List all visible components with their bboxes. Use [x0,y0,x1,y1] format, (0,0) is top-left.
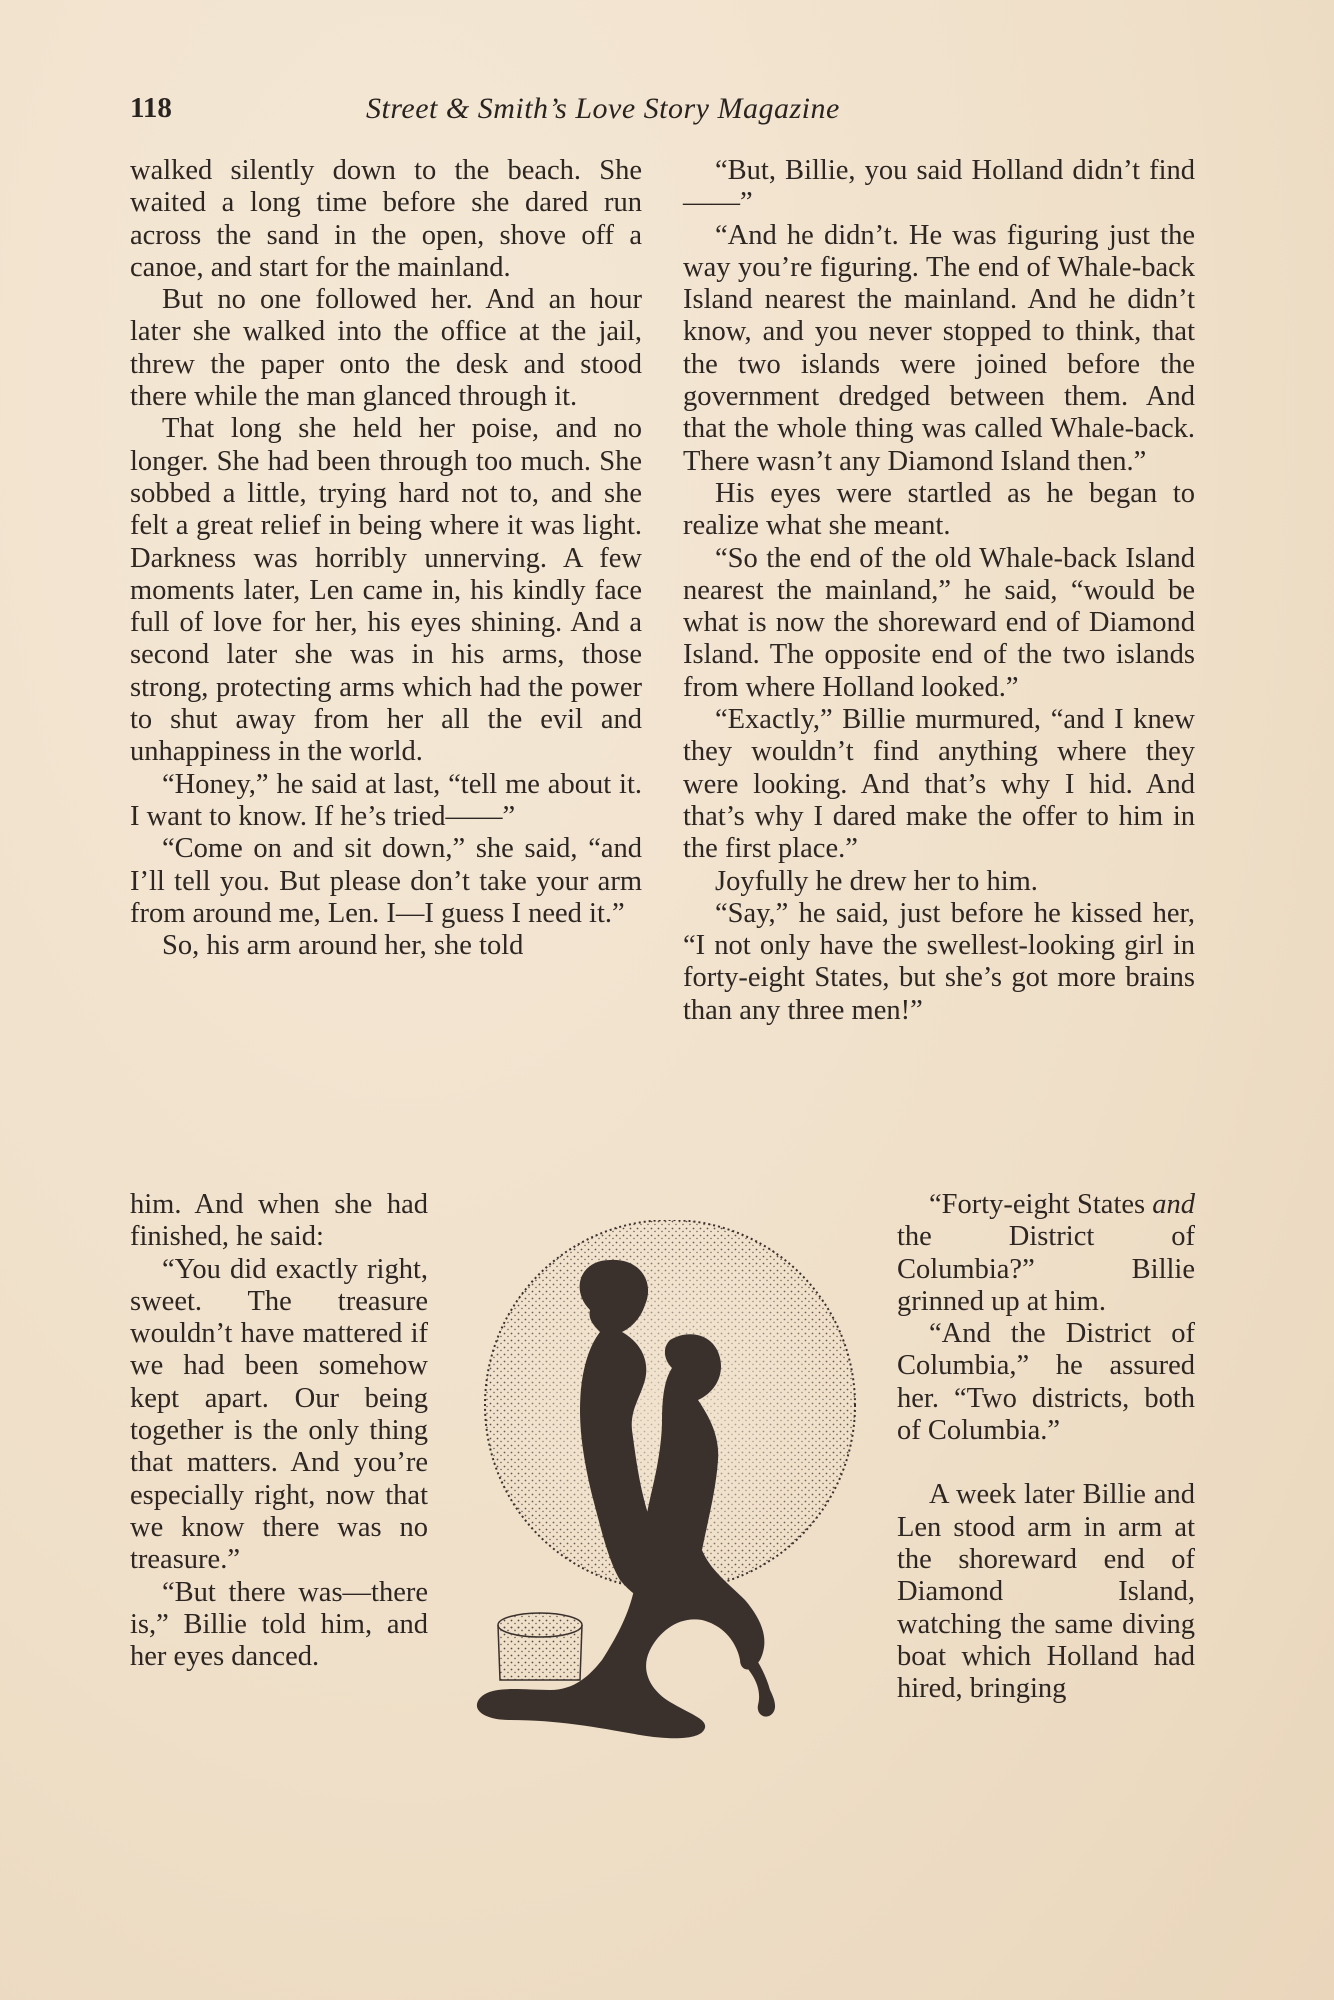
left-paragraph-1: walked silently down to the beach. She waited a long time before she dared run across the sand in the open, shove off a canoe, and start for the mainland. [130,155,642,283]
right-paragraph-5: “Exactly,” Billie murmured, “and I knew they wouldn’t find anything where they were looking. And that’s why I hid. And that’s why I dared make the offer to him in the first place.” [683,704,1195,865]
right-paragraph-9: “And the District of Columbia,” he assured her. “Two districts, both of Columbia.” [897,1318,1195,1447]
right-column [683,155,1195,1027]
left-paragraph-5: “Come on and sit down,” she said, “and I’ll tell you. But please don’t take your arm from around me, Len. I—I guess I need it.” [130,833,642,929]
left-paragraph-2: But no one followed her. And an hour later she walked into the office at the jail, threw the paper onto the desk and stood there while the man glanced through it. [130,284,642,413]
paragraph-spacer [897,1447,1195,1479]
left-paragraph-8: “But there was—there is,” Billie told him, and her eyes danced. [130,1576,428,1673]
right-paragraph-8 [897,1189,1195,1318]
page-number: 118 [130,92,172,124]
left-column [130,155,642,962]
right-paragraph-3: His eyes were startled as he began to realize what she meant. [683,477,1195,542]
left-column-narrow [130,1189,428,1673]
right-paragraph-1: “But, Billie, you said Holland didn’t find——” [683,155,1195,219]
right-column-narrow [897,1189,1195,1705]
left-paragraph-6-continued: him. And when she had finished, he said: [130,1189,428,1253]
magazine-title: Street & Smith’s Love Story Magazine [366,92,840,125]
left-paragraph-4: “Honey,” he said at last, “tell me about it. I want to know. If he’s tried——” [130,768,642,832]
right-paragraph-8-end: the District of Columbia?” Billie grinned up at him. [897,1221,1195,1317]
left-paragraph-3: That long she held her poise, and no longer. She had been through too much. She sobbed a little, trying hard not to, and she felt a great relief in being where it was light. Darkness was horribly unnerving. A few moments later, Len came in, his kindly face full of love for her, his eyes shining. And a second later she was in his arms, those strong, protecting arms which had the power to shut away from her all the evil and unhappiness in the world. [130,413,642,768]
right-paragraph-7: “Say,” he said, just before he kissed her, “I not only have the swellest-looking girl in forty-eight States, but she’s got more brains than any three men!” [683,897,1195,1026]
left-paragraph-6: So, his arm around her, she told [162,930,524,962]
right-paragraph-4: “So the end of the old Whale-back Island nearest the mainland,” he said, “would be what is now the shoreward end of Diamond Island. The opposite end of the two islands from where Holland looked.” [683,542,1195,703]
stool [498,1613,582,1680]
couple-silhouette-illustration [440,1220,880,1780]
right-paragraph-8-emphasis: and [1152,1189,1195,1220]
right-paragraph-8-start: “Forty-eight States [929,1189,1153,1220]
right-paragraph-6: Joyfully he drew her to him. [715,865,1038,897]
right-paragraph-2: “And he didn’t. He was figuring just the way you’re figuring. The end of Whale-back Island nearest the mainland. And he didn’t know, and you never stopped to think, that the two islands were joined before the government dredged between them. And that the whole thing was called Whale-back. There wasn’t any Diamond Island then.” [683,219,1195,477]
left-paragraph-7: “You did exactly right, sweet. The treasure wouldn’t have mattered if we had been somehow kept apart. Our being together is the only thing that matters. And you’re especially right, now that we know there was no treasure.” [130,1253,428,1576]
page-header [130,92,1195,136]
right-paragraph-10: A week later Billie and Len stood arm in arm at the shoreward end of Diamond Island, watching the same diving boat which Holland had hired, bringing [897,1479,1195,1705]
